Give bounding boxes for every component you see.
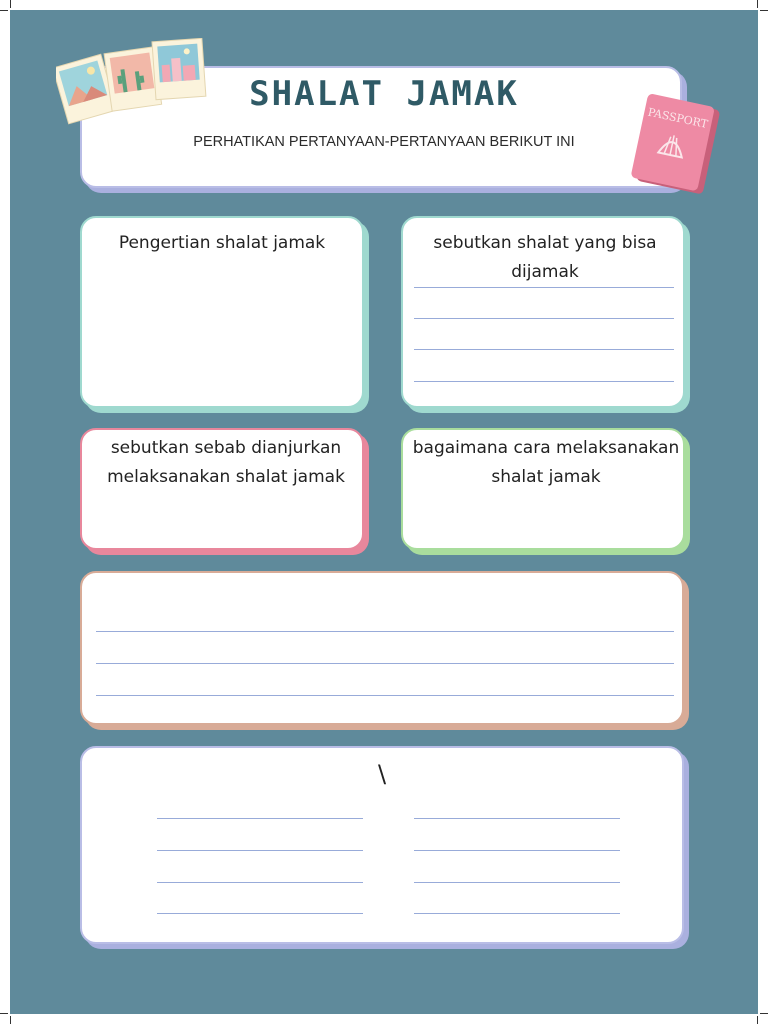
answer-line[interactable] (157, 850, 363, 851)
passport-icon (624, 94, 728, 198)
polaroid-photos-icon (56, 38, 212, 130)
crop-mark (757, 1016, 758, 1024)
answer-line[interactable] (414, 850, 620, 851)
answer-line[interactable] (414, 882, 620, 883)
answer-line[interactable] (414, 913, 620, 914)
answer-line[interactable] (414, 287, 674, 288)
answer-line[interactable] (414, 818, 620, 819)
answer-line[interactable] (96, 631, 674, 632)
answer-line[interactable] (157, 913, 363, 914)
crop-mark (10, 0, 11, 8)
lined-answer-box (80, 571, 684, 725)
backslash-mark: \ (378, 760, 387, 788)
definition-question: Pengertian shalat jamak (118, 233, 326, 253)
answer-line[interactable] (96, 663, 674, 664)
reasons-question: sebutkan sebab dianjurkan melaksanakan shalat jamak (107, 438, 345, 487)
page-subtitle: PERHATIKAN PERTANYAAN-PERTANYAAN BERIKUT INI (193, 134, 575, 150)
prayers-question: sebutkan shalat yang bisa dijamak (433, 233, 657, 282)
svg-text:PASSPORT: PASSPORT (646, 105, 710, 131)
page-title: SHALAT JAMAK (249, 74, 519, 114)
crop-mark (760, 10, 768, 11)
crop-mark (0, 1013, 8, 1014)
answer-line[interactable] (157, 882, 363, 883)
answer-line[interactable] (414, 318, 674, 319)
answer-line[interactable] (157, 818, 363, 819)
crop-mark (10, 1016, 11, 1024)
crop-mark (760, 1013, 768, 1014)
how-to-question: bagaimana cara melaksanakan shalat jamak (412, 438, 680, 487)
answer-line[interactable] (414, 381, 674, 382)
crop-mark (757, 0, 758, 8)
crop-mark (0, 10, 8, 11)
answer-line[interactable] (414, 349, 674, 350)
answer-line[interactable] (96, 695, 674, 696)
